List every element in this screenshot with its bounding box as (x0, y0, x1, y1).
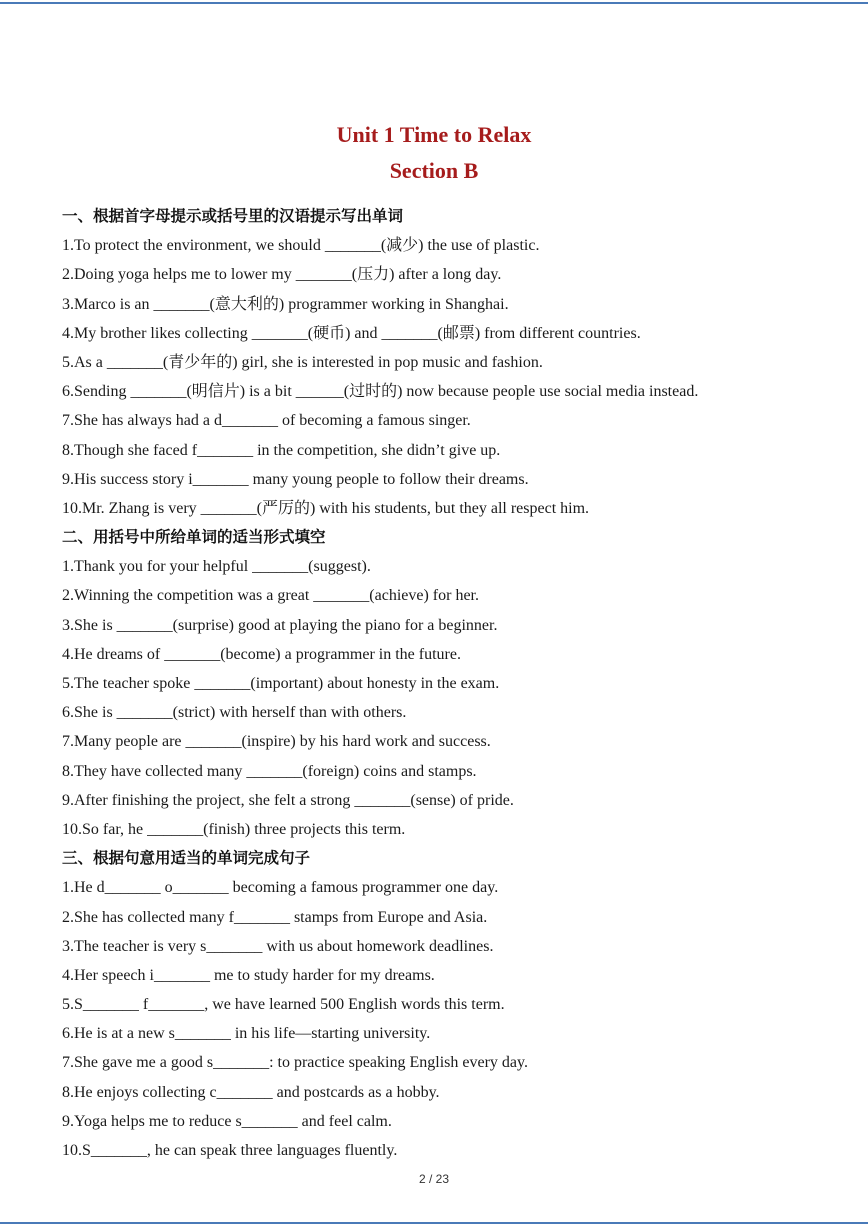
exercise-item: 1.To protect the environment, we should _______(减少) the use of plastic. (62, 237, 540, 255)
exercise-item: 4.Her speech i_______ me to study harder for my dreams. (62, 966, 435, 984)
exercise-item: 9.His success story i_______ many young people to follow their dreams. (62, 470, 529, 488)
exercise-item: 3.She is _______(surprise) good at playing the piano for a beginner. (62, 616, 498, 634)
exercise-item: 1.He d_______ o_______ becoming a famous programmer one day. (62, 879, 499, 897)
exercise-item: 2.She has collected many f_______ stamps from Europe and Asia. (62, 908, 488, 926)
page-number: 2 / 23 (418, 1172, 450, 1186)
exercise-item: 3.The teacher is very s_______ with us about homework deadlines. (62, 937, 494, 955)
section-heading: 三、根据句意用适当的单词完成句子 (62, 849, 311, 868)
exercise-item: 8.Though she faced f_______ in the competition, she didn’t give up. (62, 441, 501, 459)
top-border-line (0, 2, 868, 4)
exercise-item: 9.Yoga helps me to reduce s_______ and feel calm. (62, 1112, 392, 1130)
bottom-border-line (0, 1222, 868, 1224)
exercise-item: 7.She gave me a good s_______: to practice speaking English every day. (62, 1054, 528, 1072)
exercise-item: 7.She has always had a d_______ of becoming a famous singer. (62, 412, 471, 430)
exercise-item: 2.Doing yoga helps me to lower my _______(压力) after a long day. (62, 266, 502, 284)
page-subtitle: Section B (389, 158, 479, 183)
exercise-item: 10.So far, he _______(finish) three projects this term. (62, 820, 406, 838)
exercise-content (62, 202, 822, 1165)
section-heading: 一、根据首字母提示或括号里的汉语提示写出单词 (62, 207, 404, 225)
exercise-item: 2.Winning the competition was a great _______(achieve) for her. (62, 587, 479, 605)
exercise-item: 6.She is _______(strict) with herself than with others. (62, 704, 407, 722)
exercise-item: 8.They have collected many _______(foreign) coins and stamps. (62, 762, 477, 780)
exercise-item: 6.He is at a new s_______ in his life—starting university. (62, 1025, 431, 1043)
exercise-item: 9.After finishing the project, she felt a strong _______(sense) of pride. (62, 791, 514, 809)
exercise-item: 1.Thank you for your helpful _______(suggest). (62, 558, 371, 576)
exercise-item: 5.The teacher spoke _______(important) about honesty in the exam. (62, 675, 500, 692)
exercise-item: 10.Mr. Zhang is very _______(严厉的) with his students, but they all respect him. (62, 499, 590, 517)
page-title: Unit 1 Time to Relax (336, 122, 532, 147)
exercise-item: 3.Marco is an _______(意大利的) programmer working in Shanghai. (62, 295, 509, 313)
exercise-item: 8.He enjoys collecting c_______ and postcards as a hobby. (62, 1083, 440, 1101)
exercise-item: 10.S_______, he can speak three languages fluently. (62, 1142, 398, 1159)
exercise-item: 5.S_______ f_______, we have learned 500 English words this term. (62, 996, 505, 1014)
exercise-item: 6.Sending _______(明信片) is a bit ______(过时的) now because people use social media instead. (62, 383, 699, 401)
section-heading: 二、用括号中所给单词的适当形式填空 (62, 528, 326, 547)
exercise-item: 4.He dreams of _______(become) a programmer in the future. (62, 645, 461, 663)
exercise-item: 5.As a _______(青少年的) girl, she is interested in pop music and fashion. (62, 353, 543, 371)
exercise-item: 4.My brother likes collecting _______(硬币) and _______(邮票) from different countries. (62, 324, 641, 342)
exercise-item: 7.Many people are _______(inspire) by his hard work and success. (62, 733, 491, 751)
